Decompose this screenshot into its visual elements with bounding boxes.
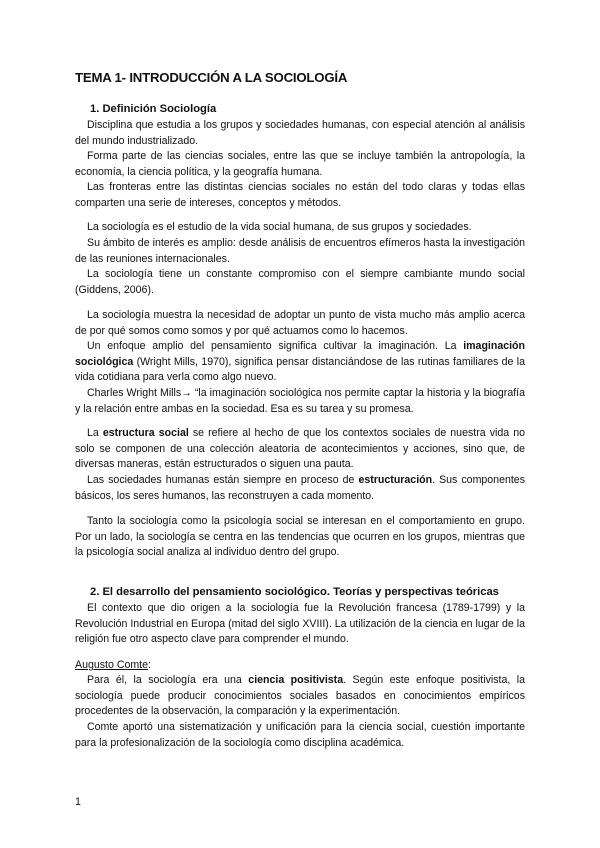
paragraph bbox=[75, 308, 525, 339]
section-2-heading: 2. El desarrollo del pensamiento sociológico. Teorías y perspectivas teóricas bbox=[90, 586, 499, 598]
paragraph bbox=[75, 673, 525, 720]
key-term: estructura social bbox=[102, 427, 189, 439]
paragraph-text: La sociología muestra la necesidad de adoptar un punto de vista mucho más amplio acerca de por qué somos como somos y por qué actuamos como lo hacemos. bbox=[75, 309, 525, 337]
paragraph bbox=[75, 236, 525, 267]
paragraph-text: La sociología tiene un constante compromiso con el siempre cambiante mundo social (Giddens, 2006). bbox=[75, 268, 525, 296]
key-term: imaginación sociológica bbox=[75, 340, 525, 368]
paragraph-text: Para él, la sociología era una bbox=[87, 674, 249, 686]
paragraph bbox=[75, 601, 525, 648]
section-1-heading: 1. Definición Sociología bbox=[90, 103, 217, 115]
document-title: TEMA 1- INTRODUCCIÓN A LA SOCIOLOGÍA bbox=[75, 70, 348, 85]
paragraph bbox=[75, 180, 525, 211]
paragraph bbox=[75, 426, 525, 473]
paragraph-text: Forma parte de las ciencias sociales, entre las que se incluye también la antropología, la economía, la ciencia política, y la geografía humana. bbox=[75, 150, 525, 178]
paragraph-text: El contexto que dio origen a la sociología fue la Revolución francesa (1789-1799) y la Revolución Industrial en Europa (mitad del siglo XVIII). La utilización de la ciencia en lugar de la religión fue otro aspecto clave para comprender el mundo. bbox=[75, 602, 525, 646]
paragraph bbox=[75, 339, 525, 386]
paragraph bbox=[75, 473, 525, 504]
paragraph bbox=[75, 514, 525, 561]
paragraph-text: . Según este enfoque positivista, la sociología puede producir conocimientos sociales basados en conocimientos empíricos procedentes de la observación, la comparación y la experimentación. bbox=[75, 674, 526, 718]
key-term: ciencia positivista bbox=[248, 674, 344, 686]
paragraph-text: La sociología es el estudio de la vida social humana, de sus grupos y sociedades. bbox=[87, 221, 472, 233]
paragraph bbox=[75, 118, 525, 149]
paragraph-text: se refiere al hecho de que los contextos sociales de nuestra vida no solo se componen de una colección aleatoria de acontecimientos y acciones, sino que, de diversas maneras, están estructurados o siguen una pauta. bbox=[75, 427, 525, 471]
page-number: 1 bbox=[75, 796, 81, 808]
paragraph-text: Un enfoque amplio del pensamiento significa cultivar la imaginación. La bbox=[87, 340, 464, 352]
paragraph bbox=[75, 720, 525, 751]
comte-name: Augusto Comte bbox=[75, 659, 149, 671]
paragraph-text: Disciplina que estudia a los grupos y sociedades humanas, con especial atención al análisis del mundo industrializado. bbox=[75, 119, 525, 147]
paragraph-text: Comte aportó una sistematización y unificación para la ciencia social, cuestión importante para la profesionalización de la sociología como disciplina académica. bbox=[75, 721, 525, 749]
paragraph-text: (Wright Mills, 1970), significa pensar distanciándose de las rutinas familiares de la vida cotidiana para verla como algo nuevo. bbox=[75, 355, 525, 384]
paragraph bbox=[75, 149, 525, 180]
paragraph-text: Las fronteras entre las distintas ciencias sociales no están del todo claras y todas ellas comparten una serie de intereses, conceptos y métodos. bbox=[75, 181, 525, 209]
paragraph-text: Las sociedades humanas están siempre en proceso de bbox=[87, 474, 359, 486]
comte-label bbox=[75, 659, 151, 671]
paragraph-text: Tanto la sociología como la psicología social se interesan en el comportamiento en grupo. Por un lado, la sociología se centra en las tendencias que ocurren en los grupos, mientras que la psicología social analiza al individuo dentro del grupo. bbox=[75, 515, 525, 559]
paragraph-text: . Sus componentes básicos, los seres humanos, las reconstruyen a cada momento. bbox=[75, 474, 525, 502]
paragraph-text: La bbox=[87, 427, 103, 439]
comte-colon: : bbox=[148, 659, 151, 671]
paragraph bbox=[75, 220, 525, 236]
key-term: estructuración bbox=[358, 474, 433, 486]
paragraph bbox=[75, 267, 525, 298]
paragraph-text: Charles Wright Mills→ “la imaginación sociológica nos permite captar la historia y la biografía y la relación entre ambas en la sociedad. Esa es su tarea y su promesa. bbox=[75, 387, 525, 415]
paragraph-text: Su ámbito de interés es amplio: desde análisis de encuentros efímeros hasta la investigación de las reuniones internacionales. bbox=[75, 237, 525, 265]
paragraph bbox=[75, 386, 525, 417]
